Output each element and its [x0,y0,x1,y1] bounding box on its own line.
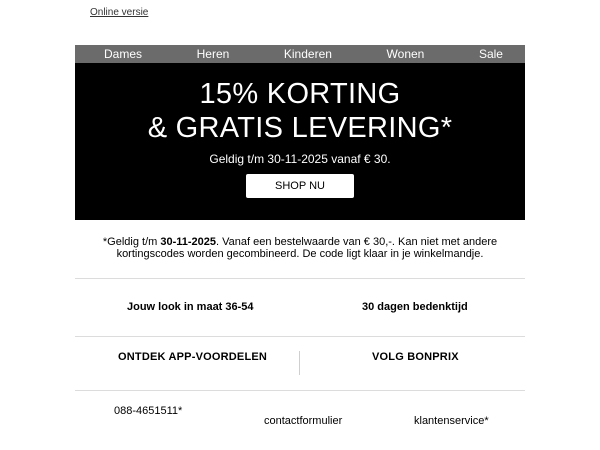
follow-bonprix-link[interactable]: VOLG BONPRIX [372,351,459,363]
promo-headline-line2: & GRATIS LEVERING* [147,112,453,144]
category-nav [75,45,525,63]
contact-form-link[interactable]: contactformulier [264,415,343,427]
promo-disclaimer [75,236,525,260]
divider [75,278,525,279]
divider [75,390,525,391]
nav-item-wonen[interactable]: Wonen [386,47,425,61]
promo-validity: Geldig t/m 30-11-2025 vanaf € 30. [209,152,391,166]
nav-item-sale[interactable]: Sale [478,47,503,61]
vertical-divider [299,351,300,375]
nav-item-heren[interactable]: Heren [196,47,230,61]
disclaimer-date: 30-11-2025 [160,236,217,248]
disclaimer-text: . Vanaf een bestelwaarde van € 30,-. Kan niet met andere kortingscodes worden gecombineerd. De code ligt klaar in je winkelmandje. [116,236,498,260]
app-benefits-link[interactable]: ONTDEK APP-VOORDELEN [118,351,268,363]
promo-headline-line1: 15% KORTING [199,78,401,110]
divider [75,336,525,337]
promo-banner[interactable] [75,63,525,220]
online-version-link[interactable]: Online versie [90,7,149,18]
nav-item-kinderen[interactable]: Kinderen [283,47,332,61]
usp-return-period: 30 dagen bedenktijd [362,301,468,313]
phone-link[interactable]: 088-4651511* [114,405,183,417]
customer-service-link[interactable]: klantenservice* [414,415,489,427]
usp-sizes: Jouw look in maat 36-54 [127,301,254,313]
nav-item-dames[interactable]: Dames [104,47,143,61]
disclaimer-prefix: *Geldig t/m [102,236,161,248]
shop-now-button[interactable]: SHOP NU [246,174,354,198]
